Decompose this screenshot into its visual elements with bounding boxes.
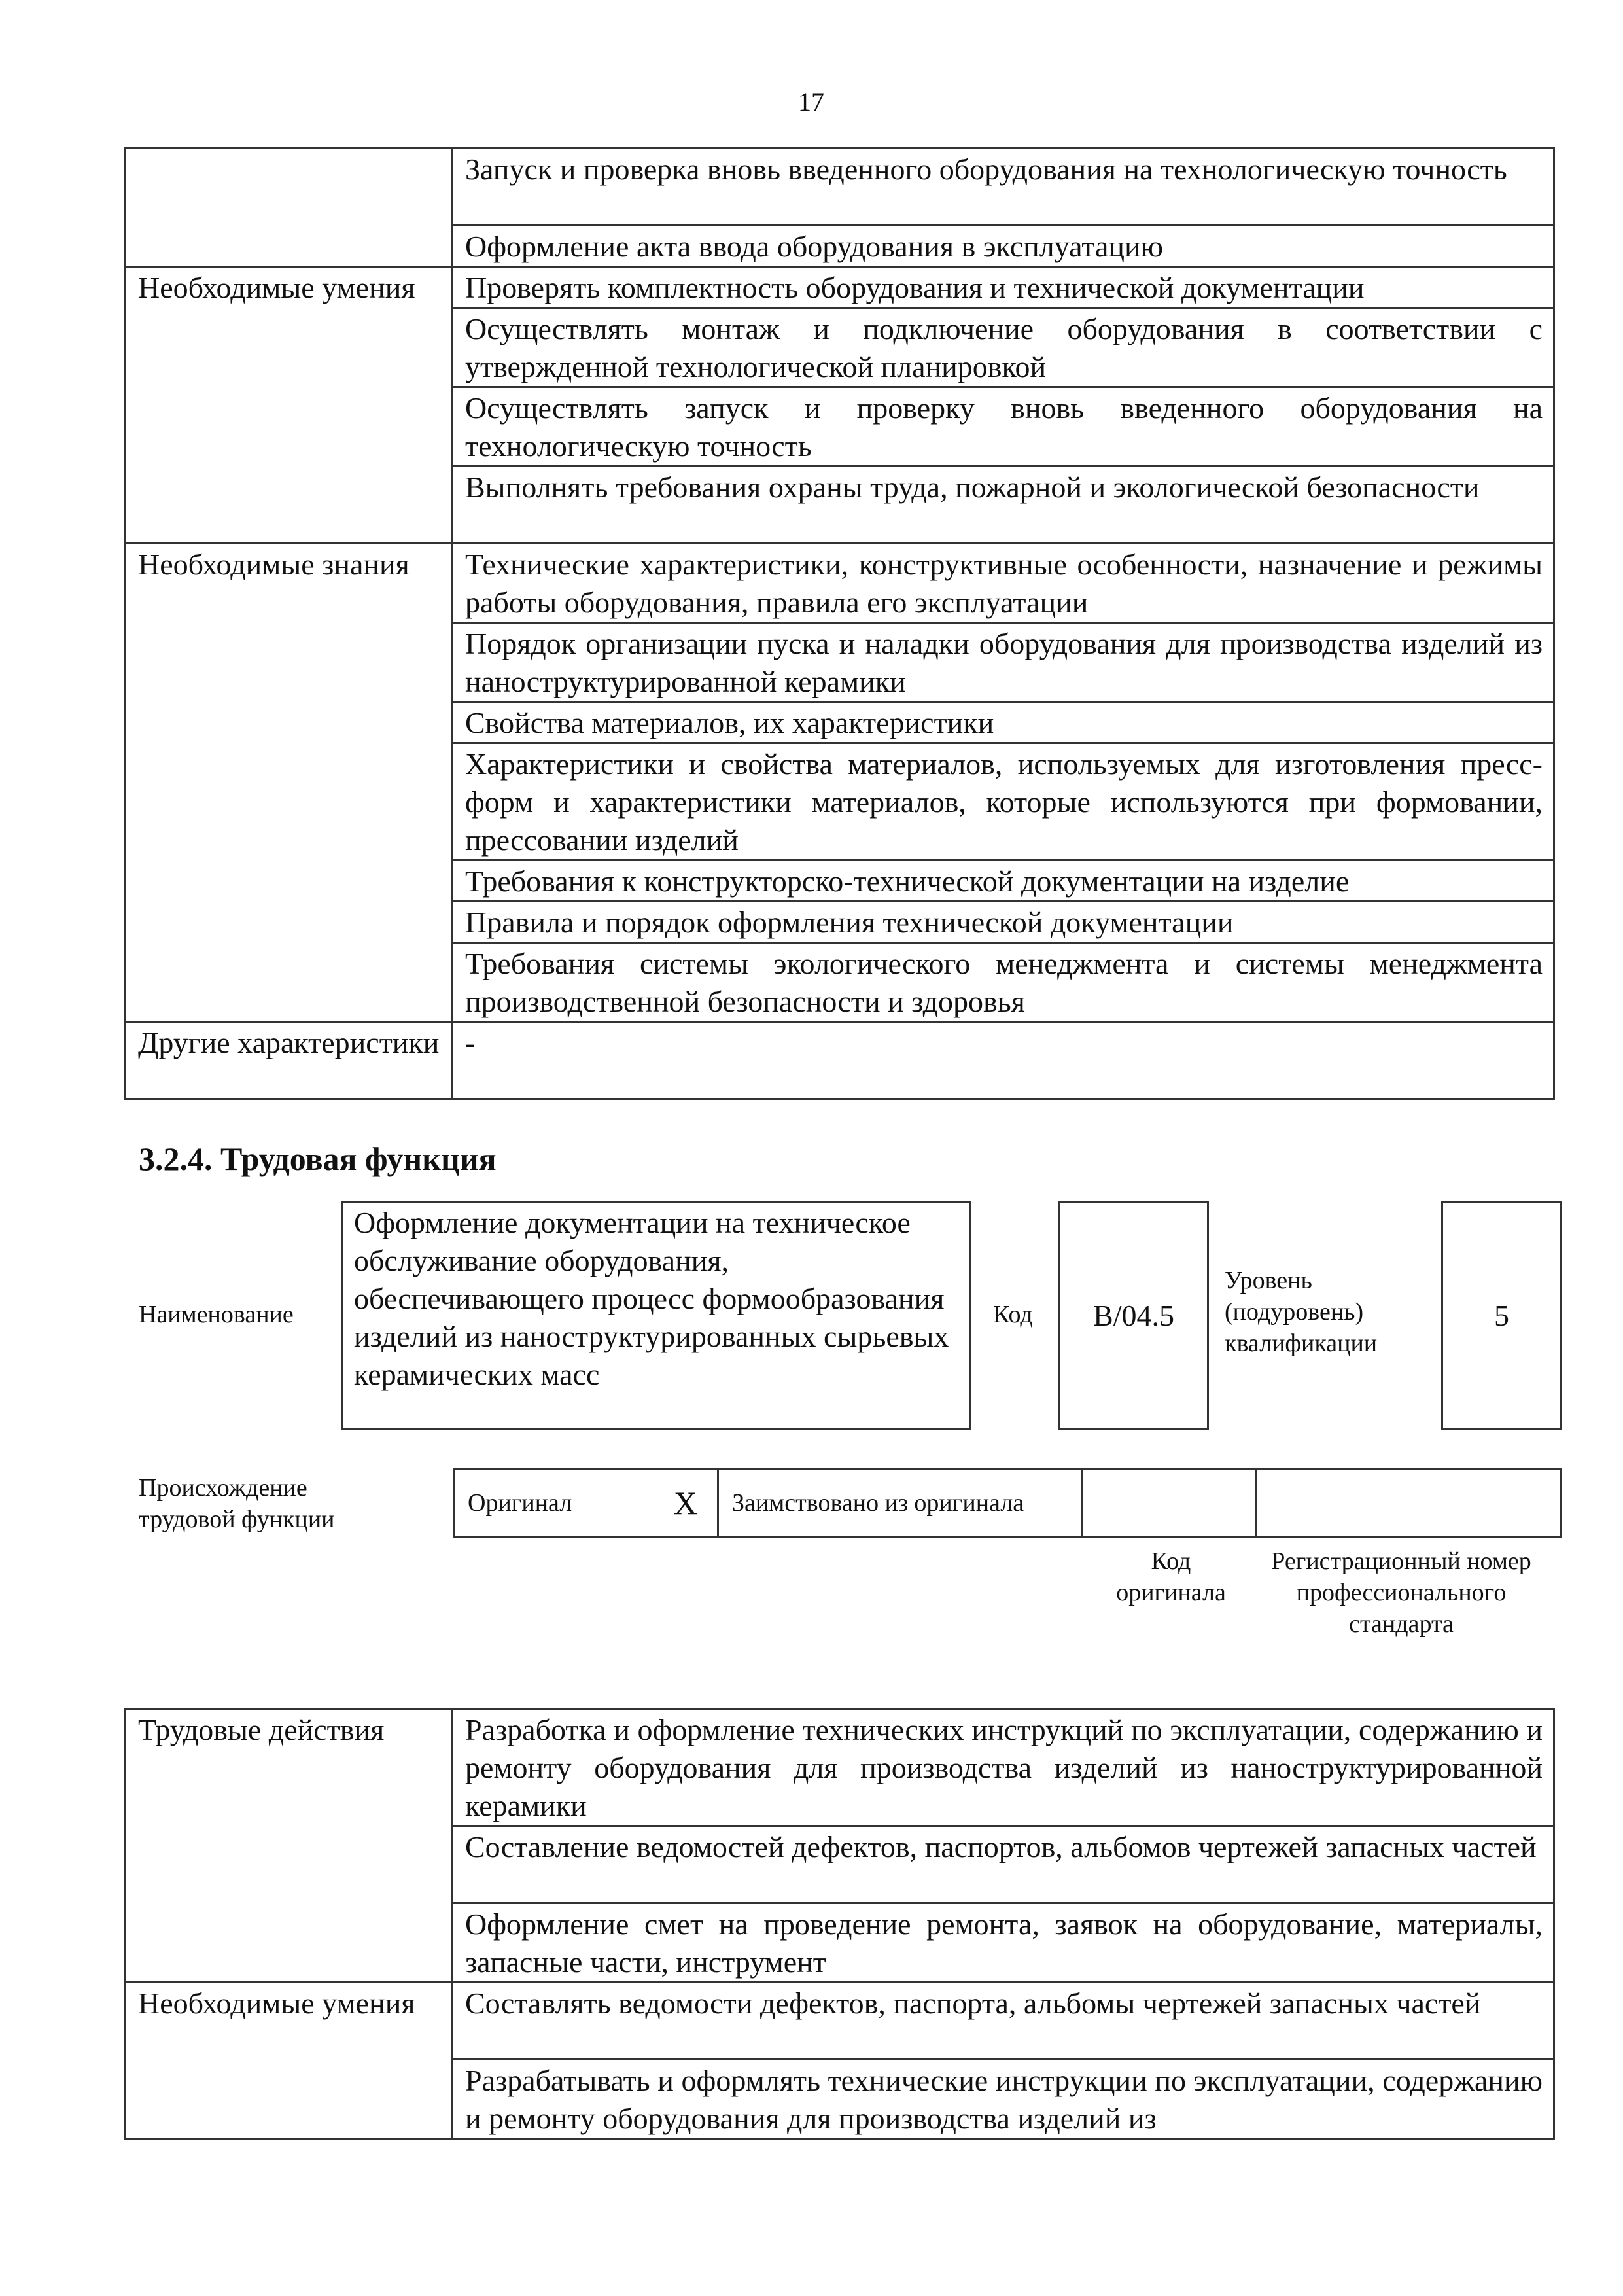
table-cell: Проверять комплектность оборудования и технической документации xyxy=(453,267,1554,308)
table-cell: Правила и порядок оформления технической документации xyxy=(453,902,1554,943)
name-label: Наименование xyxy=(139,1301,294,1328)
row-label-other: Другие характеристики xyxy=(126,1022,453,1099)
table-cell: Составление ведомостей дефектов, паспортов, альбомов чертежей запасных частей xyxy=(453,1826,1554,1903)
original-mark: X xyxy=(673,1485,697,1521)
borrowed-label: Заимствовано из оригинала xyxy=(732,1489,1024,1517)
competency-table-top xyxy=(124,147,1555,1100)
code-label: Код xyxy=(993,1301,1033,1328)
table-cell: Оформление смет на проведение ремонта, заявок на оборудование, материалы, запасные части, инструмент xyxy=(453,1903,1554,1983)
reg-number-cell xyxy=(1257,1470,1560,1536)
table-cell: Осуществлять монтаж и подключение оборудования в соответствии с утвержденной технологической планировкой xyxy=(453,308,1554,387)
function-name-box xyxy=(341,1201,971,1430)
row-label xyxy=(126,149,453,267)
table-cell: - xyxy=(453,1022,1554,1099)
page-number: 17 xyxy=(798,87,824,116)
reg-number-caption: Регистрационный номер профессионального стандарта xyxy=(1271,1547,1531,1638)
function-name: Оформление документации на техническое обслуживание оборудования, обеспечивающего процесс формообразования изделий из наноструктурированных сырьевых керамических масс xyxy=(354,1206,949,1391)
level-box xyxy=(1441,1201,1562,1430)
origin-code-caption: Код оригинала xyxy=(1116,1547,1226,1606)
row-label-skills: Необходимые умения xyxy=(126,267,453,544)
level-value: 5 xyxy=(1494,1298,1509,1332)
code-value: B/04.5 xyxy=(1093,1298,1174,1332)
row-label-actions: Трудовые действия xyxy=(126,1709,453,1983)
origin-label: Происхождение трудовой функции xyxy=(139,1474,335,1533)
original-cell xyxy=(455,1470,719,1536)
table-cell: Требования системы экологического менеджмента и системы менеджмента производственной безопасности и здоровья xyxy=(453,943,1554,1022)
table-cell: Характеристики и свойства материалов, используемых для изготовления пресс-форм и характеристики материалов, которые используются при формовании, прессовании изделий xyxy=(453,743,1554,860)
row-label-knowledge: Необходимые знания xyxy=(126,544,453,1022)
table-cell: Выполнять требования охраны труда, пожарной и экологической безопасности xyxy=(453,467,1554,544)
code-box xyxy=(1058,1201,1209,1430)
table-cell: Разработка и оформление технических инструкций по эксплуатации, содержанию и ремонту оборудования для производства изделий из наноструктурированной керамики xyxy=(453,1709,1554,1826)
table-cell: Порядок организации пуска и наладки оборудования для производства изделий из наноструктурированной керамики xyxy=(453,623,1554,702)
borrowed-cell xyxy=(719,1470,1083,1536)
competency-table-bottom xyxy=(124,1708,1555,2140)
original-label: Оригинал xyxy=(468,1489,572,1517)
row-label-skills: Необходимые умения xyxy=(126,1983,453,2139)
origin-row xyxy=(453,1468,1562,1538)
table-cell: Оформление акта ввода оборудования в эксплуатацию xyxy=(453,226,1554,267)
table-cell: Требования к конструкторско-технической документации на изделие xyxy=(453,860,1554,902)
table-cell: Разрабатывать и оформлять технические инструкции по эксплуатации, содержанию и ремонту оборудования для производства изделий из xyxy=(453,2060,1554,2139)
table-cell: Составлять ведомости дефектов, паспорта, альбомы чертежей запасных частей xyxy=(453,1983,1554,2060)
section-heading: 3.2.4. Трудовая функция xyxy=(139,1140,497,1177)
table-cell: Запуск и проверка вновь введенного оборудования на технологическую точность xyxy=(453,149,1554,226)
table-cell: Свойства материалов, их характеристики xyxy=(453,702,1554,743)
origin-code-cell xyxy=(1083,1470,1257,1536)
table-cell: Технические характеристики, конструктивные особенности, назначение и режимы работы оборудования, правила его эксплуатации xyxy=(453,544,1554,623)
level-label: Уровень (подуровень) квалификации xyxy=(1225,1267,1378,1357)
table-cell: Осуществлять запуск и проверку вновь введенного оборудования на технологическую точность xyxy=(453,387,1554,467)
